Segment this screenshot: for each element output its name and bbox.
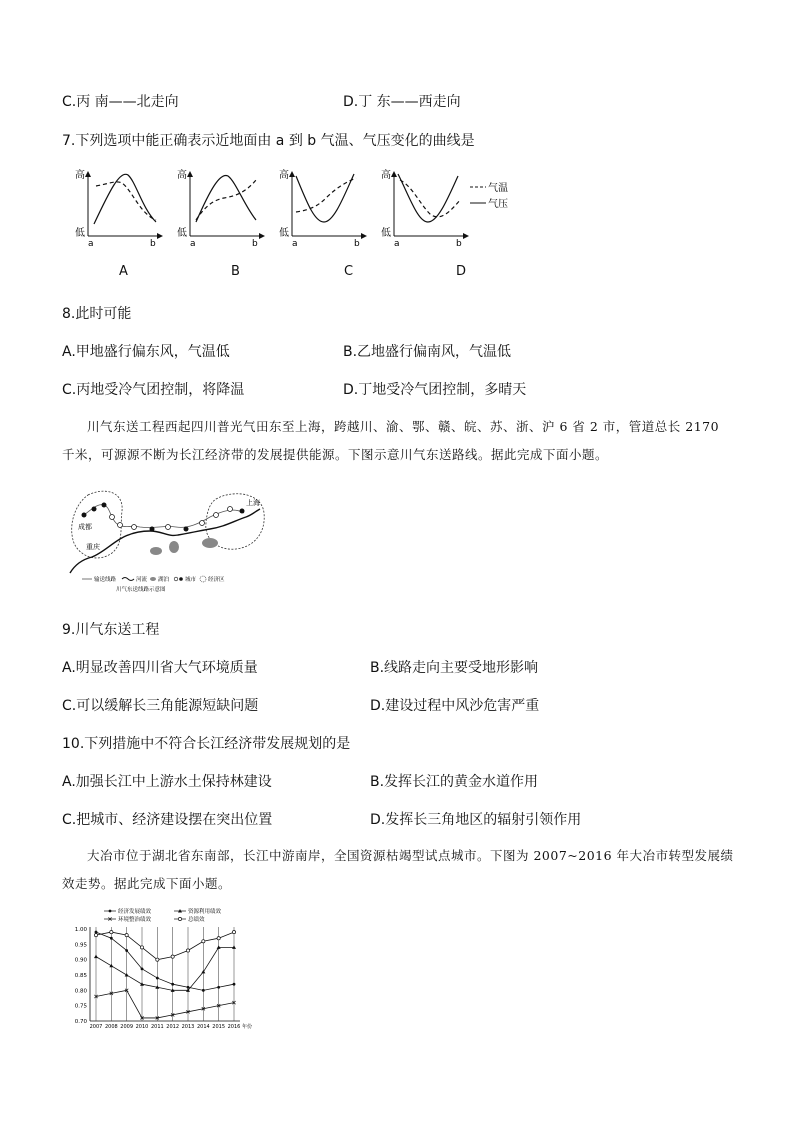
map-caption: 川气东送线路示意图 <box>116 587 166 593</box>
data-point <box>156 958 159 961</box>
data-point <box>202 940 205 943</box>
series-1 <box>94 945 236 991</box>
q7-curve-figures <box>0 0 794 260</box>
chart-x-ticks <box>90 1023 252 1030</box>
city-dot <box>150 527 155 532</box>
pipeline-map <box>64 487 274 597</box>
series-0 <box>95 931 236 992</box>
q7-legend <box>470 182 508 210</box>
q7-label-b: B <box>231 264 240 279</box>
q9-option-a: A.明显改善四川省大气环境质量 <box>62 660 258 676</box>
q7-c-high: 高 <box>279 170 289 181</box>
q8-stem: 8.此时可能 <box>62 306 132 322</box>
q7-b-xa: a <box>190 239 196 249</box>
q7-d-low: 低 <box>381 228 391 239</box>
q7-panel-c <box>279 168 366 249</box>
data-point <box>125 973 129 977</box>
q8-option-d: D.丁地受冷气团控制，多晴天 <box>343 382 527 398</box>
q7-legend-temp: 气温 <box>488 183 508 194</box>
data-point <box>233 983 236 986</box>
lake-2 <box>169 541 179 553</box>
data-point <box>217 937 220 940</box>
q10-option-d: D.发挥长三角地区的辐射引领作用 <box>370 812 582 828</box>
city-dot <box>166 525 171 530</box>
q7-stem: 7.下列选项中能正确表示近地面由 a 到 b 气温、气压变化的曲线是 <box>62 133 475 149</box>
map-legend-pipeline: 输送线路 <box>94 577 117 583</box>
city-dot <box>132 525 137 530</box>
lake-3 <box>202 538 218 548</box>
x-tick-label: 2011 <box>150 1024 164 1030</box>
q7-c-xb: b <box>354 239 360 249</box>
data-point <box>232 930 235 933</box>
q10-option-b: B.发挥长江的黄金水道作用 <box>370 774 539 790</box>
q7-panel-b <box>177 168 264 249</box>
data-point <box>125 949 128 952</box>
q7-b-low: 低 <box>177 228 187 239</box>
q7-d-high: 高 <box>381 170 391 181</box>
x-tick-label: 2010 <box>135 1024 149 1030</box>
q9-option-b: B.线路走向主要受地形影响 <box>370 660 539 676</box>
series-line <box>96 990 234 1018</box>
y-tick-label: 0.95 <box>74 942 87 949</box>
data-point <box>110 930 113 933</box>
q10-option-a: A.加强长江中上游水土保持林建设 <box>62 774 272 790</box>
legend-label: 资源利用绩效 <box>188 909 222 915</box>
data-point <box>109 964 113 968</box>
q7-a-xa: a <box>88 239 94 249</box>
data-point <box>201 970 205 974</box>
data-point <box>94 934 97 937</box>
q10-stem: 10.下列措施中不符合长江经济带发展规划的是 <box>62 736 351 752</box>
data-point <box>187 986 190 989</box>
label-chongqing: 重庆 <box>86 543 100 551</box>
y-tick-label: 0.85 <box>74 973 87 979</box>
data-point <box>125 934 128 937</box>
q8-option-c: C.丙地受冷气团控制，将降温 <box>62 382 245 398</box>
q7-b-high: 高 <box>177 170 187 181</box>
city-dot <box>102 503 107 508</box>
q7-panel-d <box>381 168 468 249</box>
x-tick-label: 2008 <box>104 1024 118 1030</box>
q7-a-xb: b <box>150 239 156 249</box>
data-point <box>217 986 220 989</box>
label-chengdu: 成都 <box>78 523 92 531</box>
city-dot <box>214 513 219 518</box>
data-point <box>202 989 205 992</box>
q6-option-d: D.丁 东——西走向 <box>343 94 461 110</box>
city-dot <box>110 515 115 520</box>
data-point <box>171 955 174 958</box>
q7-c-xa: a <box>292 239 298 249</box>
y-tick-label: 0.90 <box>74 957 87 964</box>
x-tick-label: 2009 <box>120 1024 134 1030</box>
river <box>70 509 260 573</box>
q7-d-xa: a <box>394 239 400 249</box>
q9-option-c: C.可以缓解长三角能源短缺问题 <box>62 698 259 714</box>
data-point <box>156 977 159 980</box>
lake-1 <box>150 547 162 555</box>
city-dot <box>240 509 245 514</box>
q10-option-c: C.把城市、经济建设摆在突出位置 <box>62 812 273 828</box>
series-line <box>96 947 234 990</box>
data-point <box>140 946 143 949</box>
series-2 <box>94 989 235 1020</box>
x-tick-label: 2013 <box>181 1024 195 1030</box>
x-unit-label: 年份 <box>242 1024 253 1030</box>
q7-panel-a <box>75 168 162 249</box>
city-dot <box>118 523 123 528</box>
chart-legend <box>104 907 222 923</box>
q9-stem: 9.川气东送工程 <box>62 622 160 638</box>
q7-label-d: D <box>456 264 467 279</box>
q7-a-high: 高 <box>75 170 85 181</box>
passage-gas-pipeline: 川气东送工程西起四川普光气田东至上海，跨越川、渝、鄂、赣、皖、苏、浙、沪 6 省 2 市，管道总长 2170 千米，可源源不断为长江经济带的发展提供能源。下图示意川气东送路线。据此完成下面小题。 <box>62 419 720 462</box>
data-point <box>186 949 189 952</box>
q7-a-low: 低 <box>75 228 85 239</box>
q7-b-xb: b <box>252 239 258 249</box>
chart-series <box>94 930 236 1019</box>
data-point <box>94 955 98 959</box>
chart-y-ticks <box>75 927 88 1025</box>
map-legend-city: 城市 <box>185 577 197 583</box>
q7-label-c: C <box>344 264 354 279</box>
legend-label: 总绩效 <box>188 917 205 923</box>
city-dot <box>92 507 97 512</box>
q9-option-d: D.建设过程中风沙危害严重 <box>370 698 540 714</box>
data-point <box>171 983 174 986</box>
y-tick-label: 0.70 <box>74 1019 87 1025</box>
data-point <box>110 937 113 940</box>
q8-option-a: A.甲地盛行偏东风，气温低 <box>62 344 230 360</box>
data-point <box>141 967 144 970</box>
map-legend-zone: 经济区 <box>208 577 225 583</box>
city-dot <box>200 521 205 526</box>
data-point <box>140 982 144 986</box>
map-legend-lake: 湖泊 <box>158 577 170 583</box>
q7-c-low: 低 <box>279 228 289 239</box>
data-point <box>95 931 98 934</box>
series-3 <box>94 930 235 961</box>
y-tick-label: 0.80 <box>74 988 87 995</box>
map-legend <box>82 575 225 583</box>
data-point <box>109 910 112 913</box>
data-point <box>178 917 181 920</box>
map-legend-river: 河流 <box>136 577 148 583</box>
y-tick-label: 1.00 <box>74 927 87 933</box>
series-line <box>96 932 234 990</box>
x-tick-label: 2012 <box>166 1024 180 1030</box>
pipeline <box>84 505 244 528</box>
passage-daye-city: 大冶市位于湖北省东南部，长江中游南岸，全国资源枯竭型试点城市。下图为 2007~2016 年大冶市转型发展绩效走势。据此完成下面小题。 <box>62 848 734 891</box>
x-tick-label: 2015 <box>212 1024 226 1030</box>
x-tick-label: 2016 <box>227 1024 241 1030</box>
city-dot <box>82 513 87 518</box>
city-dot <box>228 507 233 512</box>
q7-d-xb: b <box>456 239 462 249</box>
q6-option-c: C.丙 南——北走向 <box>62 94 179 110</box>
legend-label: 经济发展绩效 <box>118 909 152 915</box>
legend-label: 环境整治绩效 <box>118 917 152 923</box>
q7-legend-pressure: 气压 <box>488 199 508 210</box>
performance-line-chart <box>64 905 264 1035</box>
city-dot <box>184 527 189 532</box>
y-tick-label: 0.75 <box>74 1003 87 1010</box>
x-tick-label: 2007 <box>89 1024 103 1030</box>
q7-label-a: A <box>119 264 128 279</box>
q8-option-b: B.乙地盛行偏南风，气温低 <box>343 344 512 360</box>
x-tick-label: 2014 <box>196 1024 210 1030</box>
label-shanghai: 上海 <box>246 499 260 507</box>
